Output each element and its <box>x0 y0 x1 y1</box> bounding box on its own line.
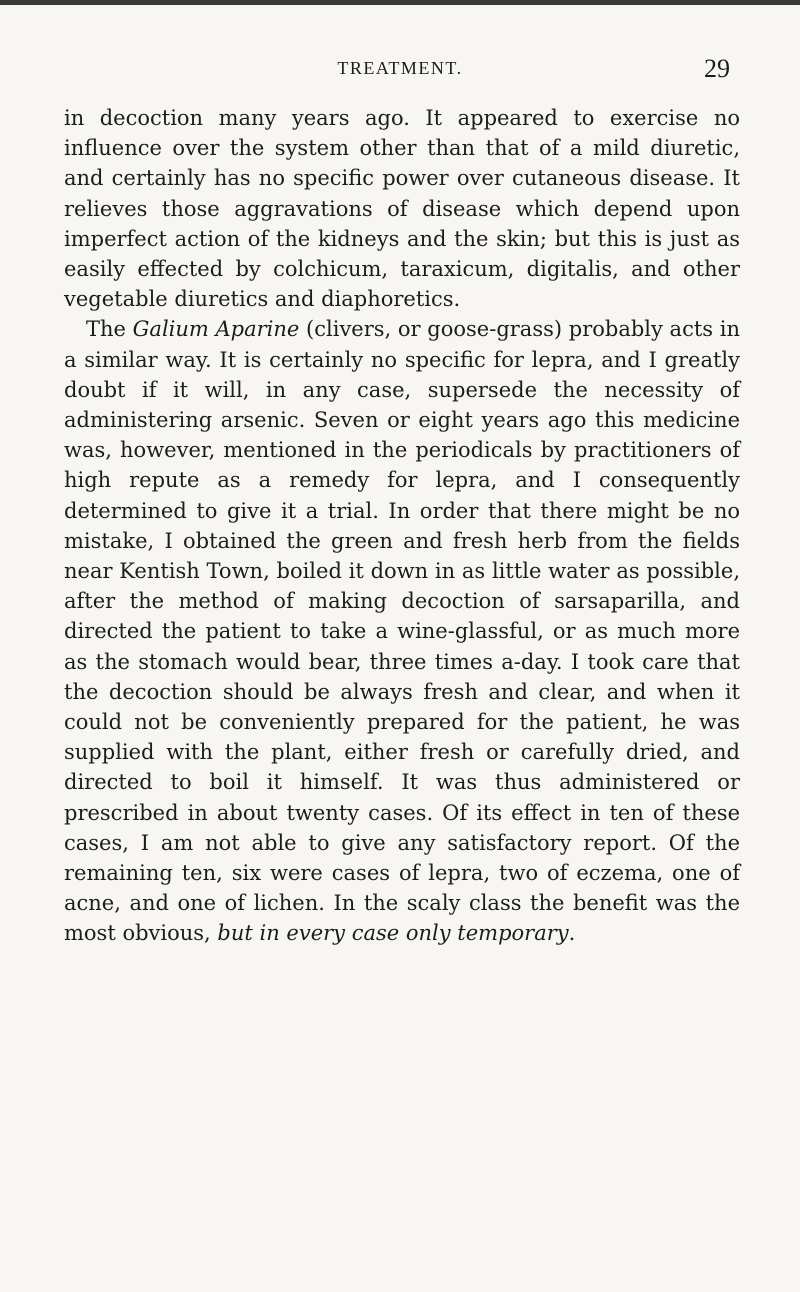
running-head <box>0 54 800 84</box>
body-text <box>64 103 740 949</box>
running-title: TREATMENT. <box>337 58 463 78</box>
paragraph-body: (clivers, or goose-grass) probably acts in a similar way. It is certainly no specific for lepra, and I greatly doubt if it will, in any case, supersede the necessity of administering arsenic. Seven or eight years ago this medicine was, however, mentioned in the periodicals by practitioners of high repute as a remedy for lepra, and I consequently determined to give it a trial. In order that there might be no mistake, I obtained the green and fresh herb from the fields near Kentish Town, boiled it down in as little water as possible, after the method of making decoction of sarsaparilla, and directed the patient to take a wine-glassful, or as much more as the stomach would bear, three times a-day. I took care that the decoction should be always fresh and clear, and when it could not be conveniently prepared for the patient, he was supplied with the plant, either fresh or carefully dried, and directed to boil it himself. It was thus administered or prescribed in about twenty cases. Of its effect in ten of these cases, I am not able to give any satisfactory report. Of the remaining ten, six were cases of lepra, two of eczema, one of acne, and one of lichen. In the scaly class the benefit was the most obvious, <box>64 317 740 946</box>
top-edge-rule <box>0 0 800 5</box>
paragraph-lead: The <box>86 317 133 342</box>
plant-name: Galium Aparine <box>132 317 300 342</box>
paragraph-continuation: in decoction many years ago. It appeared to exercise no influence over the system other than that of a mild diuretic, and certainly has no specific power over cutaneous disease. It relieves those aggravations of disease which depend upon imperfect action of the kidneys and the skin; but this is just as easily effected by colchicum, taraxicum, digitalis, and other vegetable diuretics and diaphoretics. <box>64 106 740 312</box>
closing-emphasis: but in every case only temporary <box>217 921 569 946</box>
paragraph-galium <box>64 314 740 948</box>
page-number: 29 <box>704 54 730 83</box>
closing-punctuation: . <box>568 921 576 946</box>
